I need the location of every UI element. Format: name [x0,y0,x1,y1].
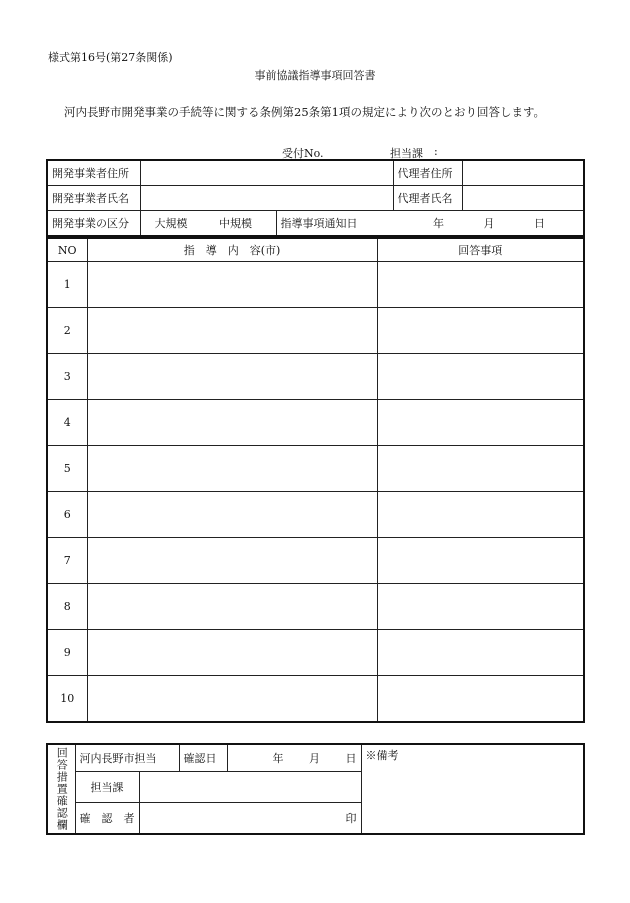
intro-text: 河内長野市開発事業の手続等に関する条例第25条第1項の規定により次のとおり回答します。 [64,105,546,119]
agent-address-label: 代理者住所 [394,161,463,185]
agent-name-label: 代理者氏名 [394,186,463,210]
table-row [47,400,584,446]
confirmer-field[interactable] [139,803,361,835]
guidance-cell[interactable] [87,354,377,400]
department-colon: : [434,145,438,158]
guidance-cell[interactable] [87,492,377,538]
table-row [47,262,584,308]
col-header-no: NO [47,238,87,262]
guidance-cell[interactable] [87,446,377,492]
agent-name-group [393,186,584,211]
answer-cell[interactable] [377,584,584,630]
col-header-answer: 回答事項 [377,238,584,262]
answer-cell[interactable] [377,262,584,308]
form-number: 様式第16号(第27条関係) [48,51,173,64]
confirm-date-field[interactable] [227,744,361,772]
row-number: 6 [47,492,87,538]
answer-cell[interactable] [377,354,584,400]
guidance-cell[interactable] [87,400,377,446]
agent-address-group [393,160,584,186]
guidance-cell[interactable] [87,630,377,676]
developer-address-field[interactable] [140,160,393,186]
table-row [47,354,584,400]
receipt-number-label: 受付No. [282,147,324,160]
department-label: 担当課 [390,147,423,160]
table-row [47,492,584,538]
category-medium[interactable]: 中規模 [219,217,252,230]
agent-address-field[interactable] [463,161,584,185]
remarks-label: ※備考 [365,749,399,762]
document-title: 事前協議指導事項回答書 [254,69,376,82]
notice-date-cell[interactable] [276,211,584,237]
row-number: 9 [47,630,87,676]
category-options[interactable] [140,211,276,237]
notice-year-label: 年 [433,217,444,230]
agent-name-field[interactable] [463,186,584,210]
remarks-cell[interactable] [361,744,584,834]
confirmation-side-label: 回答措置確認欄 [47,744,75,834]
confirm-year-label: 年 [272,752,284,765]
notice-date-label: 指導事項通知日 [280,217,358,230]
table-row [47,630,584,676]
seal-label: 印 [345,812,357,825]
applicant-table [46,159,585,237]
confirm-month-label: 月 [309,752,320,765]
answer-cell[interactable] [377,630,584,676]
guidance-table [46,237,585,723]
answer-cell[interactable] [377,308,584,354]
row-number: 4 [47,400,87,446]
row-number: 8 [47,584,87,630]
category-large[interactable]: 大規模 [154,217,188,230]
guidance-cell[interactable] [87,584,377,630]
table-row [47,676,584,723]
row-number: 2 [47,308,87,354]
row-number: 5 [47,446,87,492]
answer-cell[interactable] [377,676,584,723]
guidance-cell[interactable] [87,308,377,354]
answer-cell[interactable] [377,400,584,446]
answer-cell[interactable] [377,446,584,492]
answer-cell[interactable] [377,492,584,538]
notice-day-label: 日 [534,217,545,230]
dept-field[interactable] [139,772,361,803]
guidance-cell[interactable] [87,676,377,723]
row-number: 3 [47,354,87,400]
city-staff-label: 河内長野市担当 [75,744,179,772]
row-number: 7 [47,538,87,584]
category-label: 開発事業の区分 [47,211,140,237]
confirm-date-label: 確認日 [179,744,227,772]
developer-address-label: 開発事業者住所 [47,160,140,186]
developer-name-label: 開発事業者氏名 [47,186,140,211]
col-header-guidance: 指 導 内 容(市) [87,238,377,262]
confirm-day-label: 日 [345,752,357,765]
row-number: 1 [47,262,87,308]
row-number: 10 [47,676,87,723]
answer-cell[interactable] [377,538,584,584]
confirmation-table [46,743,585,835]
dept-label: 担当課 [75,772,139,803]
table-row [47,446,584,492]
table-row [47,584,584,630]
notice-month-label: 月 [483,217,495,230]
guidance-cell[interactable] [87,262,377,308]
guidance-cell[interactable] [87,538,377,584]
confirmer-label: 確 認 者 [75,803,139,835]
table-row [47,308,584,354]
developer-name-field[interactable] [140,186,393,211]
table-row [47,538,584,584]
